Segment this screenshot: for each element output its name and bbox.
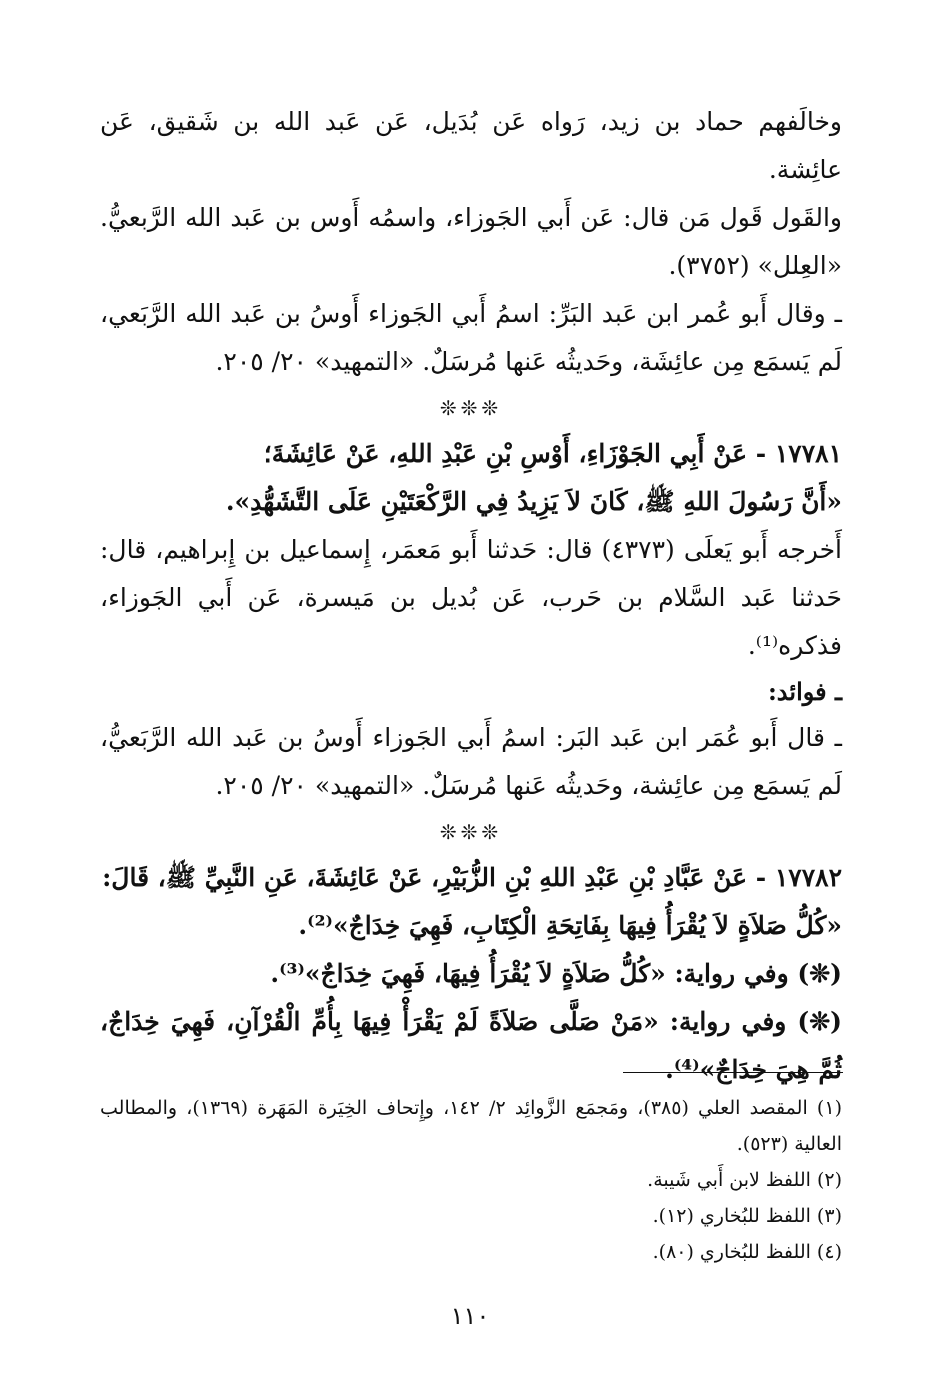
hadith-17782-riwaya-1: (❊) وفي رواية: «كُلُّ صَلاَةٍ لاَ يُقْرَأُ فِيهَا، فَهِيَ خِدَاجٌ»⁽³⁾. — [270, 959, 842, 988]
separator-stars-1: ❊❊❊ — [439, 396, 503, 420]
footnote-1: (١) المقصد العلي (٣٨٥)، ومَجمَع الزَّوائِد ٢/ ١٤٢، وإِتحاف الخِيَرة المَهَرة (١٣٦٩)، والمطالب العالية (٥٢٣). — [100, 1097, 842, 1155]
hadith-17782-text: «كُلُّ صَلاَةٍ لاَ يُقْرَأُ فِيهَا بِفَاتِحَةِ الْكِتَابِ، فَهِيَ خِدَاجٌ»⁽²⁾. — [298, 911, 842, 940]
hadith-17782-opening: ١٧٧٨٢ - عَنْ عَبَّادِ بْنِ عَبْدِ اللهِ بْنِ الزُّبَيْرِ، عَنْ عَائِشَةَ، عَنِ النَّبِيِّ ﷺ، قَالَ: — [102, 863, 842, 892]
fawaid-text: ـ قال أَبو عُمَر ابن عَبد البَر: اسمُ أَبي الجَوزاء أَوسُ بن عَبد الله الرَّبَعيُّ، لَم يَسمَع مِن عائِشة، وحَديثُه عَنها مُرسَلٌ. «التمهيد» ٢٠/ ٢٠٥. — [100, 723, 842, 800]
hadith-17782-riwaya-2: (❊) وفي رواية: «مَنْ صَلَّى صَلاَةً لَمْ يَقْرَأْ فِيهَا بِأُمِّ الْقُرْآنِ، فَهِيَ خِدَاجٌ، ثُمَّ هِيَ خِدَاجٌ»⁽⁴⁾. — [100, 1007, 842, 1084]
footnote-divider — [623, 1072, 843, 1073]
page-number: ١١٠ — [450, 1302, 490, 1330]
body-line-3: ـ وقال أَبو عُمر ابن عَبد البَرِّ: اسمُ أَبي الجَوزاء أَوسُ بن عَبد الله الرَّبَعي، لَم يَسمَع مِن عائِشَة، وحَديثُه عَنها مُرسَلٌ. «التمهيد» ٢٠/ ٢٠٥. — [100, 299, 842, 376]
footnote-2: (٢) اللفظ لابن أَبي شَيبة. — [647, 1169, 842, 1191]
footnote-4: (٤) اللفظ للبُخاري (٨٠). — [652, 1241, 842, 1263]
body-line-1: وخالَفهم حماد بن زيد، رَواه عَن بُدَيل، عَن عَبد الله بن شَقيق، عَن عائِشة. — [100, 107, 842, 184]
fawaid-heading: ـ فوائد: — [767, 677, 842, 706]
hadith-17781-takhrij: أَخرجه أَبو يَعلَى (٤٣٧٣) قال: حَدثنا أَبو مَعمَر، إِسماعيل بن إِبراهيم، قال: حَدثنا عَبد السَّلام بن حَرب، عَن بُديل بن مَيسرة، عَن أَبي الجَوزاء، فذكره⁽¹⁾. — [100, 535, 842, 660]
hadith-17781-text: «أَنَّ رَسُولَ اللهِ ﷺ، كَانَ لاَ يَزِيدُ فِي الرَّكْعَتَيْنِ عَلَى التَّشَهُّدِ». — [225, 487, 842, 516]
body-line-2: والقَول قَول مَن قال: عَن أَبي الجَوزاء، واسمُه أَوس بن عَبد الله الرَّبعيُّ. «العِلل» (٣٧٥٢). — [100, 203, 842, 280]
page-body — [100, 98, 842, 1094]
footnote-3: (٣) اللفظ للبُخاري (١٢). — [652, 1205, 842, 1227]
separator-stars-2: ❊❊❊ — [439, 820, 503, 844]
hadith-17781-opening: ١٧٧٨١ - عَنْ أَبِي الجَوْزَاءِ، أَوْسِ بْنِ عَبْدِ اللهِ، عَنْ عَائِشَةَ؛ — [263, 439, 842, 468]
footnotes — [100, 1090, 842, 1270]
